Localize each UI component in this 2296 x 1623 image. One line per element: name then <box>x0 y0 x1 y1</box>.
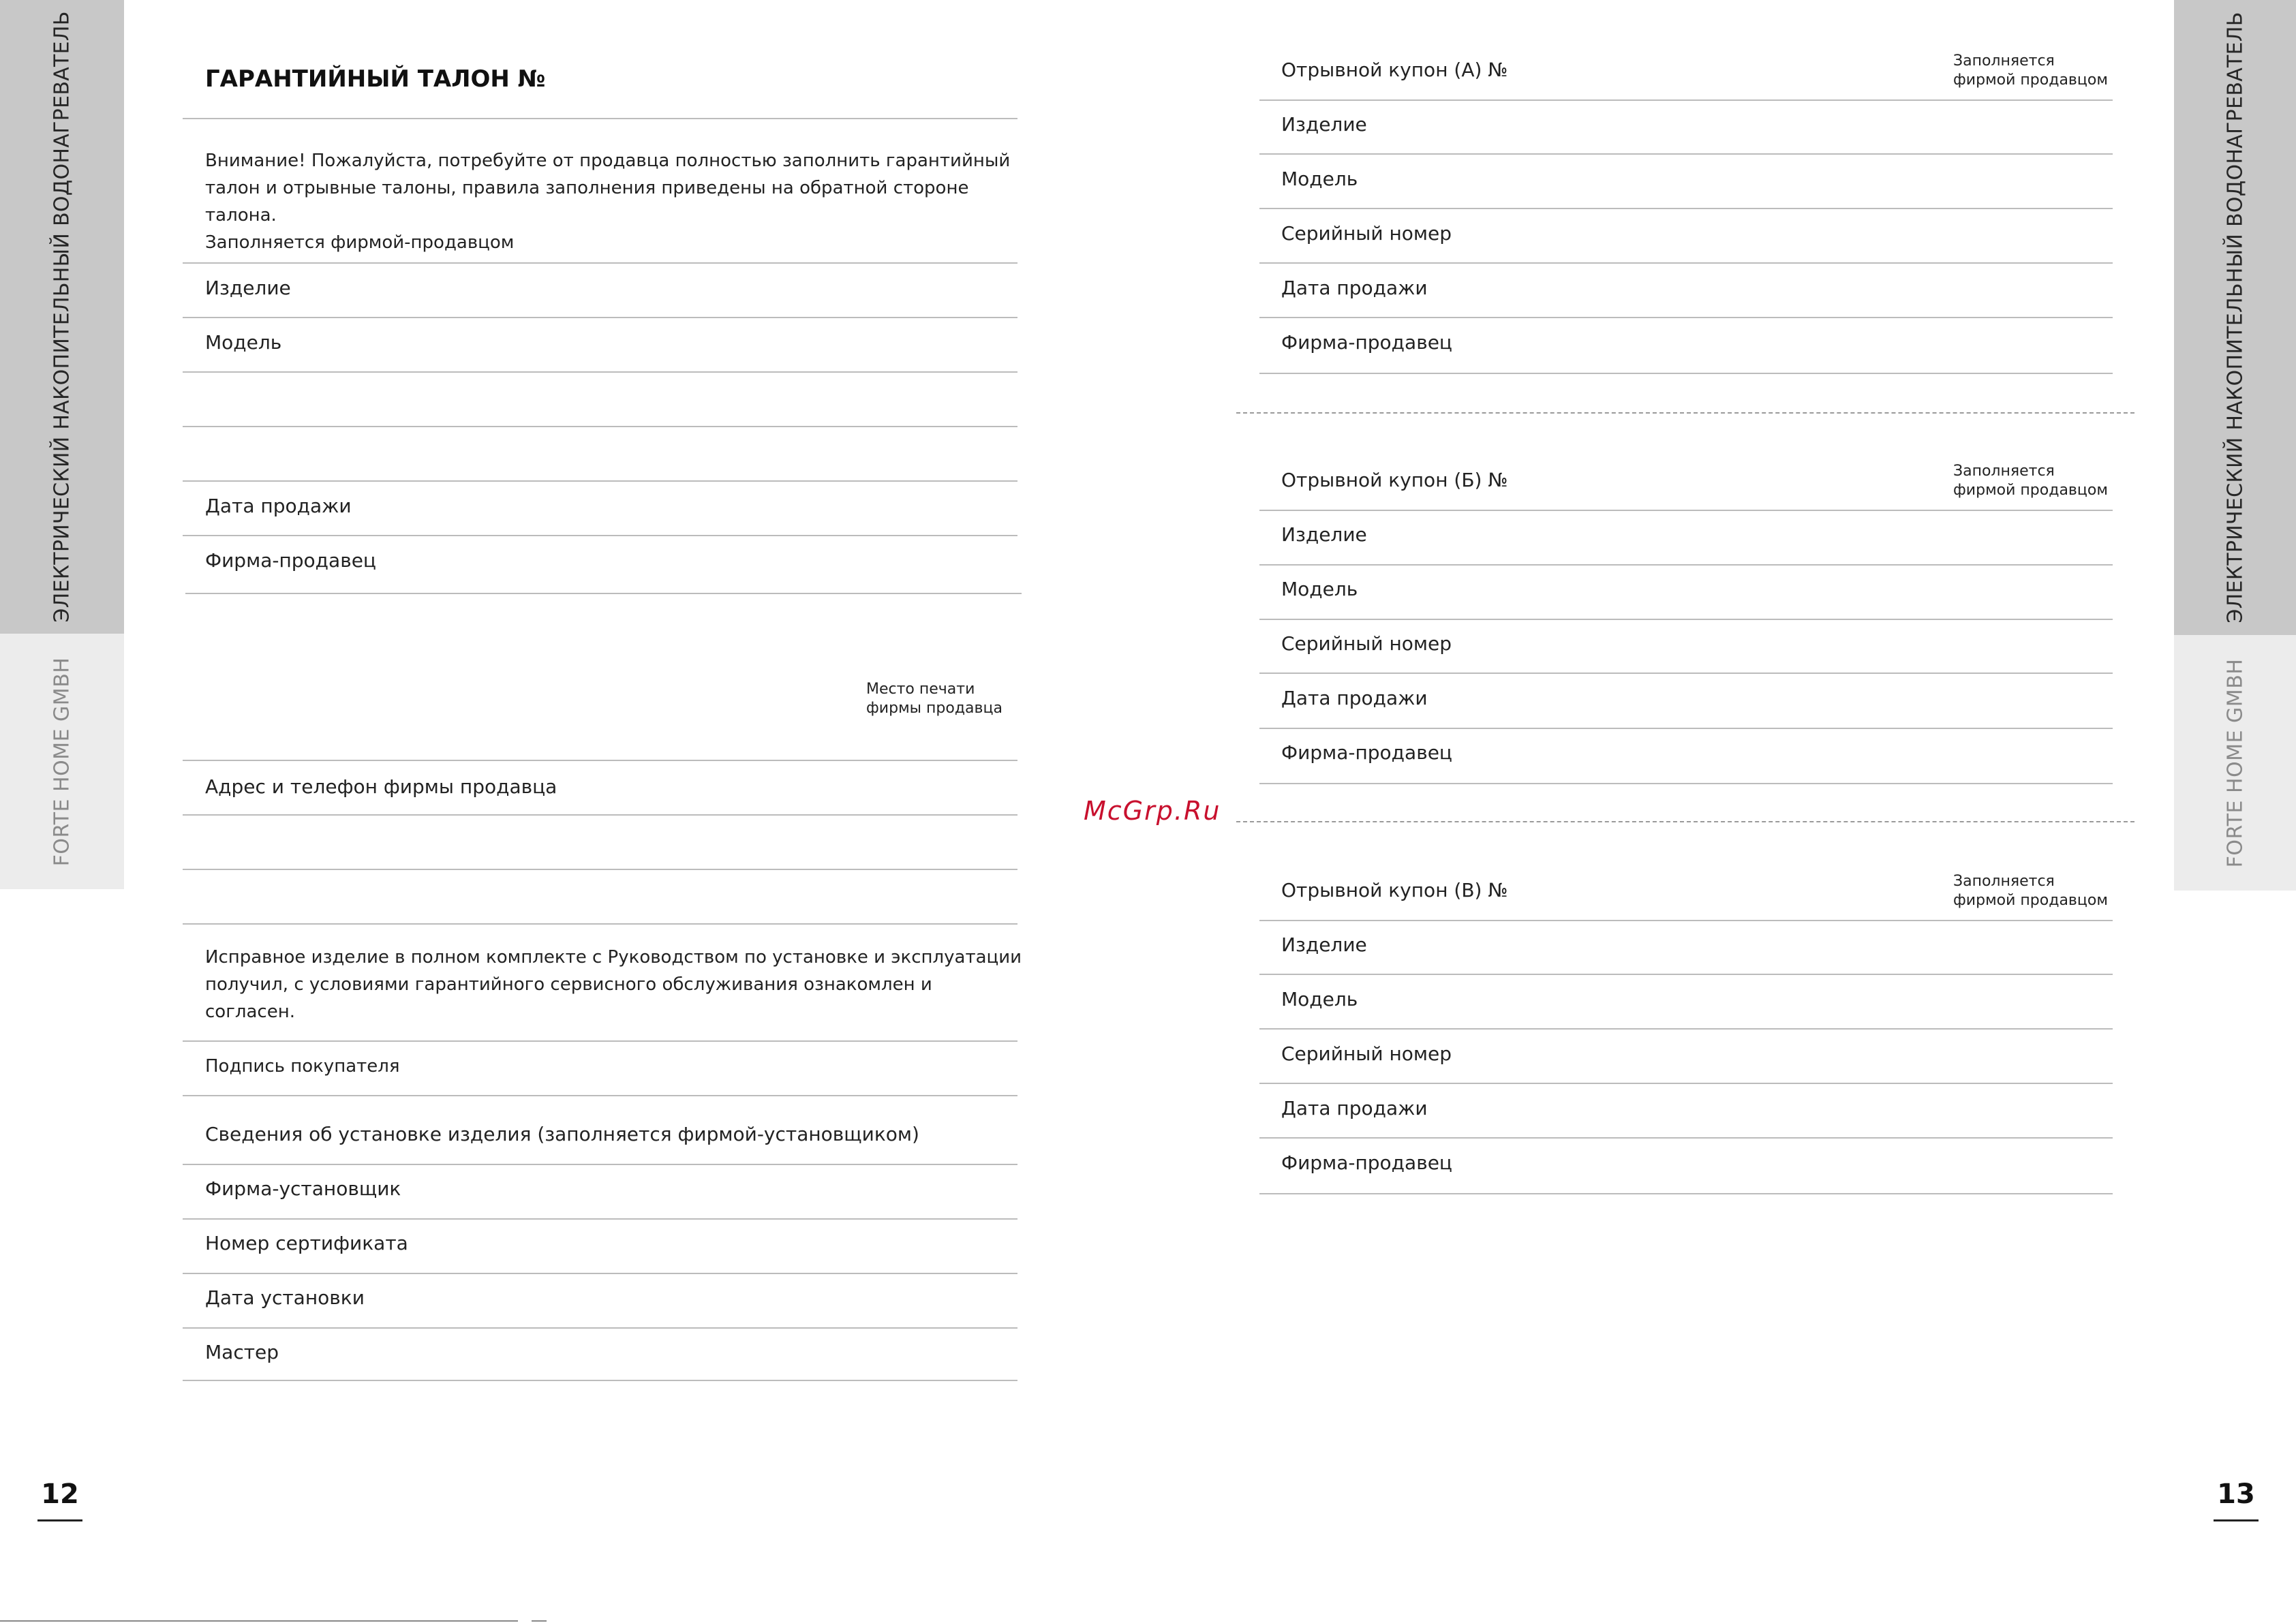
coupon-v-note <box>1953 872 2108 910</box>
confirmation-line-1: Исправное изделие в полном комплекте с Руководством по установке и эксплуатации <box>205 947 1022 968</box>
divider <box>183 118 1017 119</box>
field-address: Адрес и телефон фирмы продавца <box>205 775 557 798</box>
coupon-a-field-sale-date: Дата продажи <box>1281 277 1428 299</box>
left-brand: FORTE HOME GMBH <box>50 657 74 866</box>
divider <box>1259 1028 2113 1030</box>
coupon-b-title: Отрывной купон (Б) № <box>1281 469 1508 491</box>
divider <box>183 480 1017 482</box>
coupon-b-field-serial: Серийный номер <box>1281 632 1452 655</box>
stamp-place <box>866 680 1002 718</box>
divider <box>1259 564 2113 566</box>
coupon-b-note <box>1953 462 2108 500</box>
divider <box>183 1380 1017 1381</box>
divider <box>1259 619 2113 620</box>
divider <box>1259 373 2113 374</box>
right-vertical-title: ЭЛЕКТРИЧЕСКИЙ НАКОПИТЕЛЬНЫЙ ВОДОНАГРЕВАТЕЛЬ <box>2223 12 2247 623</box>
divider <box>183 535 1017 536</box>
coupon-b-note-line-1: Заполняется <box>1953 463 2055 480</box>
coupon-v-field-sale-date: Дата продажи <box>1281 1097 1428 1119</box>
divider <box>1259 262 2113 264</box>
stamp-line-2: фирмы продавца <box>866 700 1002 717</box>
left-side-tab-title <box>0 0 124 634</box>
coupon-v-note-line-1: Заполняется <box>1953 873 2055 890</box>
bottom-edge-line <box>0 1620 518 1622</box>
coupon-b-note-line-2: фирмой продавцом <box>1953 482 2108 499</box>
coupon-v-field-seller: Фирма-продавец <box>1281 1151 1452 1174</box>
coupon-b-field-sale-date: Дата продажи <box>1281 687 1428 709</box>
divider <box>183 317 1017 318</box>
page-number-right: 13 <box>2217 1479 2255 1510</box>
page-number-right-underline <box>2214 1519 2259 1521</box>
divider <box>1259 920 2113 921</box>
divider <box>183 923 1017 925</box>
coupon-a-field-product: Изделие <box>1281 113 1367 136</box>
divider <box>183 1273 1017 1274</box>
divider <box>1259 317 2113 318</box>
coupon-a-note-line-1: Заполняется <box>1953 52 2055 69</box>
field-master: Мастер <box>205 1341 279 1363</box>
divider <box>1259 510 2113 511</box>
right-brand: FORTE HOME GMBH <box>2223 658 2247 867</box>
notice-line-3: Заполняется фирмой-продавцом <box>205 232 515 253</box>
coupon-b-field-product: Изделие <box>1281 523 1367 546</box>
field-product: Изделие <box>205 277 291 299</box>
divider <box>183 760 1017 761</box>
coupon-v-title: Отрывной купон (В) № <box>1281 879 1508 901</box>
field-installer: Фирма-установщик <box>205 1177 401 1200</box>
coupon-b-field-seller: Фирма-продавец <box>1281 741 1452 764</box>
field-install-date: Дата установки <box>205 1286 365 1309</box>
warranty-title: ГАРАНТИЙНЫЙ ТАЛОН № <box>205 65 546 93</box>
install-info-label: Сведения об установке изделия (заполняется фирмой-установщиком) <box>205 1123 919 1145</box>
divider <box>183 426 1017 427</box>
cut-line-2[interactable] <box>1236 821 2134 822</box>
notice-line-1: Внимание! Пожалуйста, потребуйте от продавца полностью заполнить гарантийный <box>205 151 1011 171</box>
divider <box>183 1327 1017 1329</box>
coupon-b-field-model: Модель <box>1281 578 1358 600</box>
divider <box>183 1218 1017 1220</box>
field-model: Модель <box>205 331 282 354</box>
divider <box>183 869 1017 870</box>
field-certificate: Номер сертификата <box>205 1232 408 1254</box>
field-seller: Фирма-продавец <box>205 549 376 572</box>
right-side-tab-brand <box>2174 635 2296 891</box>
field-sale-date: Дата продажи <box>205 495 352 517</box>
divider <box>183 814 1017 816</box>
coupon-a-title: Отрывной купон (А) № <box>1281 59 1508 81</box>
cut-line-1[interactable] <box>1236 412 2134 414</box>
divider <box>1259 1083 2113 1084</box>
divider <box>1259 1137 2113 1139</box>
coupon-v-field-serial: Серийный номер <box>1281 1042 1452 1065</box>
divider <box>183 262 1017 264</box>
watermark: McGrp.Ru <box>1084 796 1221 826</box>
coupon-a-field-serial: Серийный номер <box>1281 222 1452 245</box>
left-side-tab-brand <box>0 634 124 889</box>
confirmation-text <box>205 944 1023 1025</box>
stamp-line-1: Место печати <box>866 681 975 698</box>
divider <box>1259 1193 2113 1194</box>
divider <box>1259 783 2113 784</box>
page-number-left-underline <box>37 1519 82 1521</box>
coupon-v-field-product: Изделие <box>1281 933 1367 956</box>
confirmation-line-2: получил, с условиями гарантийного сервисного обслуживания ознакомлен и согласен. <box>205 974 932 1022</box>
signature-label: Подпись покупателя <box>205 1056 400 1077</box>
coupon-a-note <box>1953 52 2108 90</box>
coupon-a-note-line-2: фирмой продавцом <box>1953 72 2108 89</box>
divider <box>183 1040 1017 1042</box>
divider <box>1259 974 2113 975</box>
coupon-v-field-model: Модель <box>1281 988 1358 1010</box>
warranty-notice <box>205 147 1023 256</box>
divider <box>183 1164 1017 1165</box>
divider <box>1259 208 2113 209</box>
divider <box>1259 673 2113 674</box>
divider <box>1259 99 2113 101</box>
divider <box>183 371 1017 373</box>
bottom-edge-mark <box>532 1620 547 1622</box>
divider <box>1259 153 2113 155</box>
coupon-a-field-seller: Фирма-продавец <box>1281 331 1452 354</box>
divider <box>185 593 1022 594</box>
notice-line-2: талон и отрывные талоны, правила заполнения приведены на обратной стороне талона. <box>205 178 969 226</box>
page-number-left: 12 <box>41 1479 79 1510</box>
divider <box>183 1095 1017 1096</box>
coupon-v-note-line-2: фирмой продавцом <box>1953 892 2108 909</box>
left-vertical-title: ЭЛЕКТРИЧЕСКИЙ НАКОПИТЕЛЬНЫЙ ВОДОНАГРЕВАТЕЛЬ <box>50 11 74 623</box>
right-side-tab-title <box>2174 0 2296 635</box>
coupon-a-field-model: Модель <box>1281 168 1358 190</box>
divider <box>1259 728 2113 729</box>
